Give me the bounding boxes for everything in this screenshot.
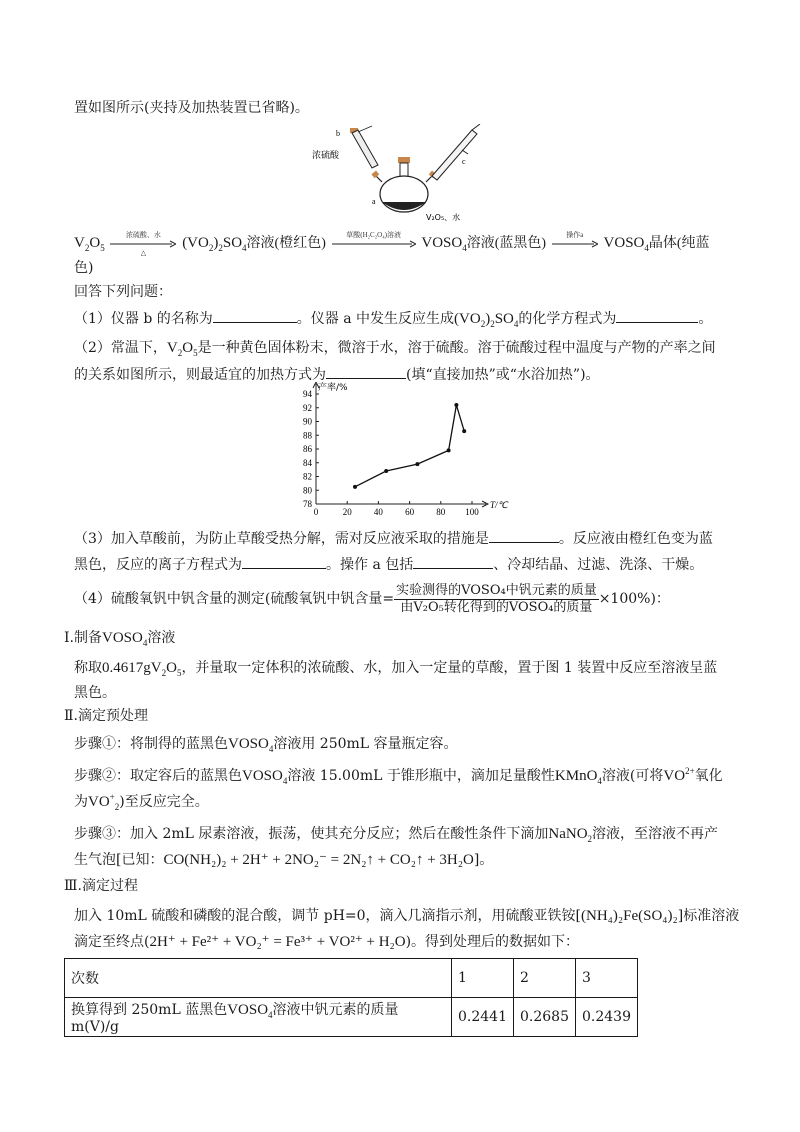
section-1-title <box>64 628 175 648</box>
q2-line2-a: 的关系如图所示，则最适宜的加热方式为 <box>74 367 326 383</box>
s2-step2-formula4-sup: + <box>109 792 115 802</box>
arrow1-label: 浓硫酸、水 <box>125 230 161 239</box>
section-3-title: Ⅲ.滴定过程 <box>64 878 138 894</box>
section-1-body-line2: 黑色。 <box>74 685 116 701</box>
s2-step1-formula: VOSO <box>228 736 269 752</box>
q3-text-b: 。反应液由橙红色变为蓝 <box>558 531 713 547</box>
s2-step3-line2-a: 生气泡[已知： <box>74 852 164 868</box>
section-3-line2 <box>74 932 579 952</box>
s1-body-formula: 0.4617gV <box>102 660 162 676</box>
data-point <box>454 403 458 407</box>
s3-line1-b: ]标准溶液 <box>677 908 740 924</box>
flow-step1-sub2: 2 <box>218 243 223 253</box>
table-header-cell: 3 <box>576 959 638 998</box>
q4-equals: = <box>382 591 395 607</box>
s2-step2-formula2-sub: 4 <box>597 776 602 786</box>
q1-text-b: 。仪器 a 中发生反应生成 <box>296 311 455 327</box>
y-axis-label: 产率/% <box>318 383 348 393</box>
s2-step2-formula4: VO <box>88 794 110 810</box>
s2-step2-b: 溶液 15.00mL 于锥形瓶中，滴加足量酸性 <box>287 768 555 784</box>
q1-text-d: 。 <box>698 311 713 327</box>
row-label-formula-sub: 4 <box>268 1010 273 1020</box>
label-content: V₂O₅、水 <box>426 213 461 222</box>
section-2-step1 <box>74 734 458 754</box>
table-header-cell: 1 <box>452 959 514 998</box>
arrow1-condition: △ <box>140 248 147 257</box>
flow-step1-sub3: 4 <box>242 243 247 253</box>
question-3-line1 <box>74 528 713 549</box>
q2-blank[interactable] <box>326 364 406 379</box>
flow-step2: VOSO <box>421 235 463 251</box>
three-neck-flask-a <box>371 157 436 212</box>
label-b: b <box>336 129 340 138</box>
question-3-line2 <box>74 554 703 575</box>
q3-line2-c: 、冷却结晶、过滤、洗涤、干燥。 <box>493 557 704 573</box>
q2-formula-sub: 2 <box>177 348 183 358</box>
x-tick-label: 60 <box>405 507 415 517</box>
s2-step2-formula4-sub: 2 <box>114 802 120 812</box>
label-a: a <box>372 197 376 206</box>
s2-step2-formula2: KMnO <box>554 768 598 784</box>
s1-body-formula-sub2: 5 <box>176 668 182 678</box>
flow-start-sub: 2 <box>84 243 90 253</box>
q1-formula-so: SO <box>494 311 514 327</box>
x-tick-label: 100 <box>465 507 479 517</box>
flow-step1-sub: 2 <box>208 243 214 253</box>
question-1 <box>74 308 712 329</box>
s1-title-formula: VOSO <box>101 630 143 646</box>
s1-body-formula-b: O <box>166 660 177 676</box>
s2-step1-a: 步骤①：将制得的蓝黑色 <box>74 736 228 752</box>
section-2-step3-line1 <box>74 824 718 844</box>
q2-text-b: 是一种黄色固体粉末，微溶于水，溶于硫酸。溶于硫酸过程中温度与产物的产率之间 <box>197 340 716 356</box>
q3-blank-1[interactable] <box>489 528 559 543</box>
x-tick-label: 0 <box>313 507 319 517</box>
q2-line2-b: (填“直接加热”或“水浴加热”)。 <box>406 367 600 383</box>
flow-step3-text: 晶体(纯蓝 <box>648 236 710 251</box>
q3-line2-b: 。操作 a 包括 <box>326 557 414 573</box>
table-value-cell: 0.2441 <box>452 998 514 1037</box>
s1-body-formula-sub: 2 <box>161 668 167 678</box>
flow-start: V <box>74 235 85 251</box>
section-2-step2-line1 <box>74 766 723 786</box>
table-header-cell: 2 <box>514 959 576 998</box>
s2-step2-d: 氧化 <box>694 768 723 784</box>
flow-start-sub2: 5 <box>100 243 105 253</box>
s2-step3-b: 溶液，至溶液不再产 <box>592 826 719 842</box>
label-c: c <box>462 157 466 166</box>
s2-step2-line2-b: )至反应完全。 <box>119 794 209 810</box>
q3-blank-3[interactable] <box>413 554 493 569</box>
y-tick-label: 94 <box>303 389 312 399</box>
flow-step2-sub: 4 <box>462 243 467 253</box>
arrow3-label: 操作a <box>566 230 584 239</box>
y-tick-label: 92 <box>303 402 312 413</box>
y-tick-label: 84 <box>303 457 312 468</box>
flow-step1-text: 溶液(橙红色) <box>246 236 326 251</box>
section-3-line1 <box>74 906 739 926</box>
s2-step3-a: 步骤③：加入 2mL 尿素溶液，振荡，使其充分反应；然后在酸性条件下滴加 <box>74 826 549 842</box>
table-header-row <box>65 959 638 998</box>
s2-step3-formula: NaNO <box>548 826 588 842</box>
q1-text-c: 的化学方程式为 <box>518 311 617 327</box>
table-value-cell: 0.2439 <box>576 998 638 1037</box>
s2-step2-formula3-sup: 2+ <box>685 766 695 776</box>
section-2-step2-line2 <box>74 792 209 812</box>
flow-arrow-1 <box>110 230 176 257</box>
table-header-cell: 次数 <box>65 959 452 998</box>
s2-step2-formula3: VO <box>663 768 686 784</box>
titration-data-table <box>64 958 638 1037</box>
s3-line2-equation: 2H⁺ + Fe²⁺ + VO₂⁺ = Fe³⁺ + VO²⁺ + H₂O <box>149 934 406 950</box>
table-value-cell: 0.2685 <box>514 998 576 1037</box>
table-row-label <box>65 998 452 1037</box>
yield-temperature-chart <box>282 382 522 526</box>
row-label-formula: VOSO <box>227 1002 269 1018</box>
y-tick-label: 90 <box>303 416 312 427</box>
q1-formula-close: ) <box>485 311 491 327</box>
flow-arrow-2 <box>332 230 416 248</box>
s2-step2-a: 步骤②：取定容后的蓝黑色 <box>74 768 242 784</box>
series-line <box>355 405 464 487</box>
y-tick-label: 78 <box>303 499 312 509</box>
answer-intro: 回答下列问题： <box>74 284 172 300</box>
flow-step2-text: 溶液(蓝黑色) <box>466 236 547 251</box>
q3-text-a: （3）加入草酸前，为防止草酸受热分解，需对反应液采取的措施是 <box>74 531 489 547</box>
y-tick-label: 82 <box>303 471 312 482</box>
s2-step2-line2-a: 为 <box>74 794 88 810</box>
s1-title-formula-sub: 4 <box>142 638 148 648</box>
x-tick-label: 80 <box>436 507 446 517</box>
y-tick-label: 80 <box>303 485 312 496</box>
s2-step1-b: 溶液用 250mL 容量瓶定容。 <box>273 736 458 752</box>
data-point <box>353 485 357 489</box>
flow-step1-so: SO <box>222 235 243 251</box>
data-point <box>415 462 419 466</box>
flow-step1-close: ) <box>213 235 219 251</box>
x-tick-label: 20 <box>342 507 352 517</box>
q1-blank-2[interactable] <box>616 308 698 323</box>
s3-line1-formula: (NH₄)₂Fe(SO₄)₂ <box>581 908 678 924</box>
s2-step3-line2-b: ]。 <box>473 852 494 868</box>
s1-body-b: ，并量取一定体积的浓硫酸、水，加入一定量的草酸，置于图 1 装置中反应至溶液呈蓝 <box>181 660 718 676</box>
s1-title-end: 溶液 <box>147 630 176 646</box>
q1-formula-sub: 2 <box>480 319 486 329</box>
s2-step2-c: 溶液(可将 <box>601 768 664 784</box>
s2-step3-formula-sub: 2 <box>587 834 593 844</box>
s3-line2-b: )。得到处理后的数据如下： <box>405 934 580 950</box>
q4-numerator: 实验测得的VOSO₄中钒元素的质量 <box>396 582 597 598</box>
s3-line1-a: 加入 10mL 硫酸和磷酸的混合酸，调节 pH=0，滴入几滴指示剂，用硫酸亚铁铵[ <box>74 908 582 924</box>
q1-formula: (VO <box>454 311 481 327</box>
y-tick-label: 86 <box>303 444 312 454</box>
flow-start-rest: O <box>89 235 101 251</box>
flow-step3: VOSO <box>603 235 645 251</box>
intro-text: 置如图所示(夹持及加热装置已省略)。 <box>74 100 309 116</box>
process-flow <box>74 230 710 257</box>
question-4 <box>74 582 670 616</box>
q3-line2-a: 黑色，反应的离子方程式为 <box>74 557 242 573</box>
q4-text-a: （4）硫酸氧钒中钒含量的测定(硫酸氧钒中钒含量 <box>74 591 383 607</box>
section-2-title: Ⅱ.滴定预处理 <box>64 708 148 724</box>
condenser-c <box>432 124 480 180</box>
q2-formula-sub2: 5 <box>193 348 198 358</box>
label-acid: 浓硫酸 <box>312 151 340 161</box>
dropping-funnel-b <box>350 126 378 168</box>
apparatus-figure <box>312 124 492 224</box>
section-2-step3-line2 <box>74 850 493 870</box>
q4-end: )： <box>650 591 670 607</box>
s2-step3-equation: CO(NH₂)₂ + 2H⁺ + 2NO₂⁻ = 2N₂↑ + CO₂↑ + 3H₂O <box>163 852 474 868</box>
flow-continued: 色) <box>74 260 94 276</box>
q4-multiplier: ×100% <box>598 591 651 607</box>
q4-denominator: 由V₂O₅转化得到的VOSO₄的质量 <box>400 599 593 615</box>
flow-arrow-3 <box>552 230 598 248</box>
q4-fraction <box>394 583 599 616</box>
row-label-b: 溶液中钒元素的质量 m(V)/g <box>71 1002 399 1035</box>
q2-formula-b: O <box>182 340 194 356</box>
s2-step2-formula-sub: 4 <box>282 776 288 786</box>
q2-text-a: （2）常温下， <box>74 340 167 356</box>
q3-blank-2[interactable] <box>242 554 326 569</box>
s1-title: Ⅰ.制备 <box>64 630 102 646</box>
data-point <box>384 469 388 473</box>
arrow2-label: 草酸(H₂C₂O₄)溶液 <box>346 230 401 239</box>
s2-step2-formula: VOSO <box>242 768 283 784</box>
row-label-a: 换算得到 250mL 蓝黑色 <box>71 1002 228 1018</box>
q1-formula-sub2: 2 <box>490 319 495 329</box>
q1-text-a: （1）仪器 b 的名称为 <box>74 311 213 327</box>
question-2-line1 <box>74 338 716 358</box>
section-1-body-line1 <box>74 658 717 678</box>
flow-step1: (VO <box>182 235 209 251</box>
s1-body-a: 称取 <box>74 660 102 676</box>
table-row <box>65 998 638 1037</box>
x-tick-label: 40 <box>373 507 383 517</box>
s3-line2-a: 滴定至终点( <box>74 934 150 950</box>
s2-step1-formula-sub: 4 <box>268 744 274 754</box>
data-point <box>462 429 466 433</box>
y-tick-label: 88 <box>303 430 312 441</box>
q1-formula-sub3: 4 <box>513 319 519 329</box>
x-axis-label: T/℃ <box>490 500 508 510</box>
data-point <box>447 448 451 452</box>
q2-formula: V <box>166 340 178 356</box>
flow-step3-sub: 4 <box>644 243 649 253</box>
q1-blank-1[interactable] <box>213 308 297 323</box>
